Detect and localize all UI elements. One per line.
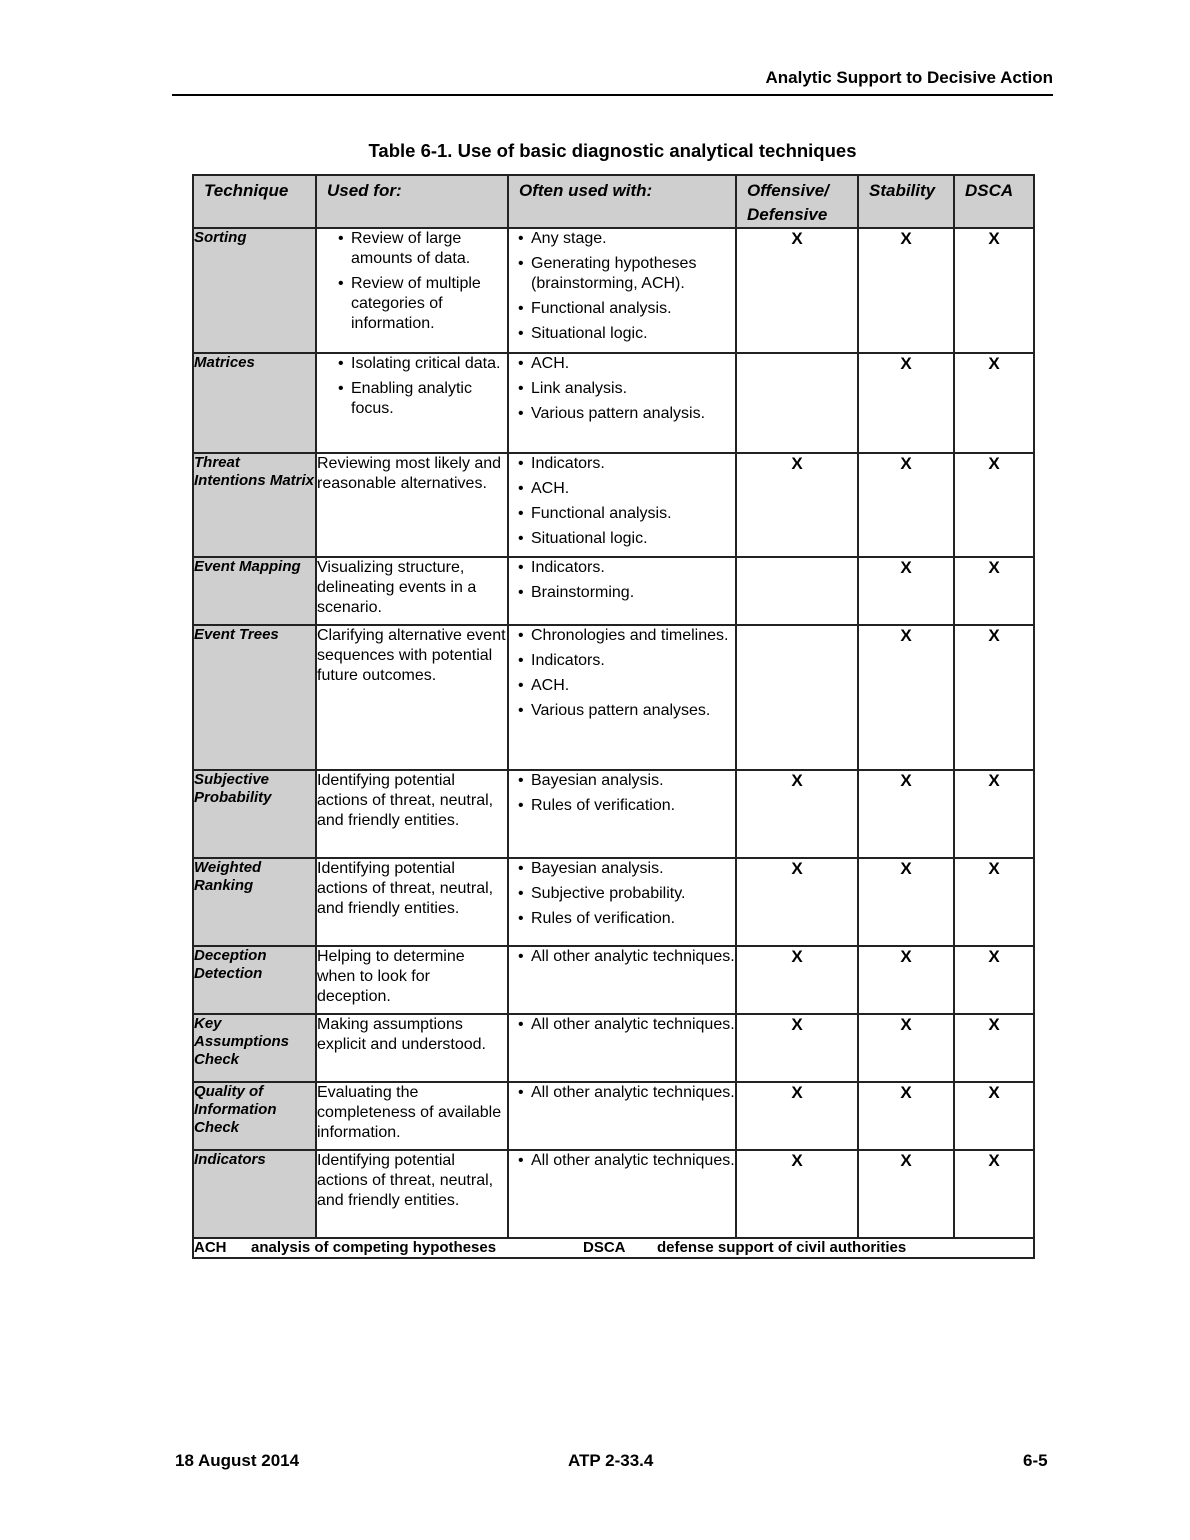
- used-for-cell: [316, 453, 508, 557]
- footnote-row: [193, 1238, 1034, 1258]
- often-used-with-list: [509, 558, 735, 603]
- dsca-mark: X: [954, 1014, 1034, 1082]
- technique-cell: Weighted Ranking: [193, 858, 316, 946]
- used-for-text: Identifying potential actions of threat, neutral, and friendly entities.: [317, 860, 494, 917]
- offensive-defensive-mark: [736, 557, 858, 625]
- table-row: [193, 946, 1034, 1014]
- dsca-mark: X: [954, 625, 1034, 770]
- often-used-with-item: • Bayesian analysis.: [509, 771, 735, 791]
- often-used-with-item: • Generating hypotheses (brainstorming, ACH).: [509, 254, 735, 294]
- offensive-defensive-mark: X: [736, 228, 858, 353]
- often-used-with-item: • Any stage.: [509, 229, 735, 249]
- used-for-cell: [316, 1150, 508, 1238]
- stability-mark: X: [858, 1082, 954, 1150]
- technique-cell: Deception Detection: [193, 946, 316, 1014]
- table-body: [193, 228, 1034, 1238]
- used-for-item: • Isolating critical data.: [329, 354, 507, 374]
- footnote-ach-definition: analysis of competing hypotheses: [251, 1239, 497, 1256]
- used-for-cell: [316, 946, 508, 1014]
- stability-mark: X: [858, 453, 954, 557]
- stability-mark: X: [858, 1014, 954, 1082]
- often-used-with-cell: [508, 858, 736, 946]
- dsca-mark: X: [954, 946, 1034, 1014]
- often-used-with-item: • Functional analysis.: [509, 504, 735, 524]
- technique-cell: Event Trees: [193, 625, 316, 770]
- dsca-mark: X: [954, 557, 1034, 625]
- running-header: Analytic Support to Decisive Action: [172, 68, 1053, 96]
- often-used-with-cell: [508, 770, 736, 858]
- offensive-defensive-mark: X: [736, 1150, 858, 1238]
- often-used-with-item: • Various pattern analysis.: [509, 404, 735, 424]
- stability-mark: X: [858, 625, 954, 770]
- offensive-defensive-mark: X: [736, 1082, 858, 1150]
- column-header-used-for: Used for:: [316, 175, 508, 228]
- used-for-cell: [316, 228, 508, 353]
- table-row: [193, 770, 1034, 858]
- dsca-mark: X: [954, 858, 1034, 946]
- abbreviations-footnote: [193, 1238, 1034, 1258]
- stability-mark: X: [858, 228, 954, 353]
- often-used-with-item: • Brainstorming.: [509, 583, 735, 603]
- technique-cell: Indicators: [193, 1150, 316, 1238]
- dsca-mark: X: [954, 1150, 1034, 1238]
- table-row: [193, 1014, 1034, 1082]
- offensive-defensive-mark: X: [736, 858, 858, 946]
- often-used-with-list: [509, 947, 735, 967]
- table-title: Table 6-1. Use of basic diagnostic analytical techniques: [368, 140, 857, 161]
- often-used-with-item: • Indicators.: [509, 454, 735, 474]
- often-used-with-item: • All other analytic techniques.: [509, 1151, 735, 1171]
- often-used-with-list: [509, 1015, 735, 1035]
- technique-cell: Subjective Probability: [193, 770, 316, 858]
- used-for-item: • Enabling analytic focus.: [329, 379, 507, 419]
- column-header-often-used-with: Often used with:: [508, 175, 736, 228]
- table-header-row: [193, 175, 1034, 228]
- often-used-with-item: • ACH.: [509, 479, 735, 499]
- offensive-defensive-mark: X: [736, 946, 858, 1014]
- technique-cell: Event Mapping: [193, 557, 316, 625]
- used-for-text: Clarifying alternative event sequences with potential future outcomes.: [317, 627, 506, 684]
- used-for-text: Helping to determine when to look for deception.: [317, 948, 465, 1005]
- often-used-with-item: • Link analysis.: [509, 379, 735, 399]
- often-used-with-item: • ACH.: [509, 354, 735, 374]
- often-used-with-cell: [508, 1014, 736, 1082]
- dsca-mark: X: [954, 1082, 1034, 1150]
- table-row: [193, 453, 1034, 557]
- offensive-defensive-mark: X: [736, 1014, 858, 1082]
- table-row: [193, 1082, 1034, 1150]
- dsca-mark: X: [954, 770, 1034, 858]
- used-for-list: [317, 354, 507, 419]
- technique-cell: Sorting: [193, 228, 316, 353]
- stability-mark: X: [858, 858, 954, 946]
- column-header-technique: Technique: [193, 175, 316, 228]
- often-used-with-cell: [508, 1082, 736, 1150]
- used-for-text: Making assumptions explicit and understood.: [317, 1016, 486, 1053]
- often-used-with-item: • Situational logic.: [509, 529, 735, 549]
- table-row: [193, 625, 1034, 770]
- column-header-offensive-defensive: Offensive/ Defensive: [736, 175, 858, 228]
- often-used-with-item: • ACH.: [509, 676, 735, 696]
- often-used-with-item: • Functional analysis.: [509, 299, 735, 319]
- offensive-defensive-mark: [736, 625, 858, 770]
- used-for-cell: [316, 625, 508, 770]
- table-row: [193, 228, 1034, 353]
- stability-mark: X: [858, 1150, 954, 1238]
- often-used-with-item: • Rules of verification.: [509, 796, 735, 816]
- used-for-item: • Review of multiple categories of information.: [329, 274, 507, 334]
- often-used-with-list: [509, 1083, 735, 1103]
- used-for-text: Identifying potential actions of threat, neutral, and friendly entities.: [317, 772, 494, 829]
- often-used-with-item: • Situational logic.: [509, 324, 735, 344]
- dsca-mark: X: [954, 353, 1034, 453]
- footer-publication: ATP 2-33.4: [568, 1451, 654, 1470]
- offensive-defensive-mark: [736, 353, 858, 453]
- footnote-dsca-abbr: DSCA: [583, 1239, 626, 1256]
- offensive-defensive-mark: X: [736, 770, 858, 858]
- offensive-defensive-mark: X: [736, 453, 858, 557]
- technique-cell: Matrices: [193, 353, 316, 453]
- often-used-with-list: [509, 859, 735, 929]
- often-used-with-list: [509, 626, 735, 721]
- footnote-dsca-definition: defense support of civil authorities: [657, 1239, 907, 1256]
- used-for-text: Identifying potential actions of threat, neutral, and friendly entities.: [317, 1152, 494, 1209]
- often-used-with-item: • All other analytic techniques.: [509, 1083, 735, 1103]
- often-used-with-list: [509, 454, 735, 549]
- technique-cell: Quality of Information Check: [193, 1082, 316, 1150]
- used-for-cell: [316, 770, 508, 858]
- often-used-with-list: [509, 771, 735, 816]
- footer-page-number: 6-5: [1023, 1451, 1048, 1470]
- dsca-mark: X: [954, 228, 1034, 353]
- used-for-item: • Review of large amounts of data.: [329, 229, 507, 269]
- stability-mark: X: [858, 557, 954, 625]
- technique-cell: Threat Intentions Matrix: [193, 453, 316, 557]
- table-row: [193, 858, 1034, 946]
- techniques-table: [192, 174, 1035, 1259]
- often-used-with-list: [509, 354, 735, 424]
- table-row: [193, 1150, 1034, 1238]
- used-for-text: Evaluating the completeness of available information.: [317, 1084, 502, 1141]
- stability-mark: X: [858, 946, 954, 1014]
- used-for-cell: [316, 1082, 508, 1150]
- often-used-with-item: • Subjective probability.: [509, 884, 735, 904]
- often-used-with-list: [509, 229, 735, 344]
- column-header-stability: Stability: [858, 175, 954, 228]
- used-for-cell: [316, 353, 508, 453]
- used-for-cell: [316, 1014, 508, 1082]
- stability-mark: X: [858, 353, 954, 453]
- dsca-mark: X: [954, 453, 1034, 557]
- often-used-with-cell: [508, 1150, 736, 1238]
- often-used-with-item: • All other analytic techniques.: [509, 947, 735, 967]
- often-used-with-item: • Various pattern analyses.: [509, 701, 735, 721]
- footnote-ach-abbr: ACH: [194, 1239, 227, 1256]
- column-header-dsca: DSCA: [954, 175, 1034, 228]
- used-for-cell: [316, 557, 508, 625]
- often-used-with-list: [509, 1151, 735, 1171]
- often-used-with-cell: [508, 453, 736, 557]
- often-used-with-cell: [508, 557, 736, 625]
- often-used-with-cell: [508, 625, 736, 770]
- often-used-with-item: • Chronologies and timelines.: [509, 626, 735, 646]
- often-used-with-item: • Indicators.: [509, 558, 735, 578]
- stability-mark: X: [858, 770, 954, 858]
- often-used-with-item: • Indicators.: [509, 651, 735, 671]
- table-row: [193, 557, 1034, 625]
- often-used-with-item: • Bayesian analysis.: [509, 859, 735, 879]
- often-used-with-item: • Rules of verification.: [509, 909, 735, 929]
- table-row: [193, 353, 1034, 453]
- footer-date: 18 August 2014: [175, 1451, 300, 1470]
- technique-cell: Key Assumptions Check: [193, 1014, 316, 1082]
- often-used-with-cell: [508, 228, 736, 353]
- used-for-text: Visualizing structure, delineating events in a scenario.: [317, 559, 477, 616]
- often-used-with-cell: [508, 946, 736, 1014]
- often-used-with-cell: [508, 353, 736, 453]
- often-used-with-item: • All other analytic techniques.: [509, 1015, 735, 1035]
- used-for-list: [317, 229, 507, 334]
- used-for-cell: [316, 858, 508, 946]
- used-for-text: Reviewing most likely and reasonable alternatives.: [317, 455, 502, 492]
